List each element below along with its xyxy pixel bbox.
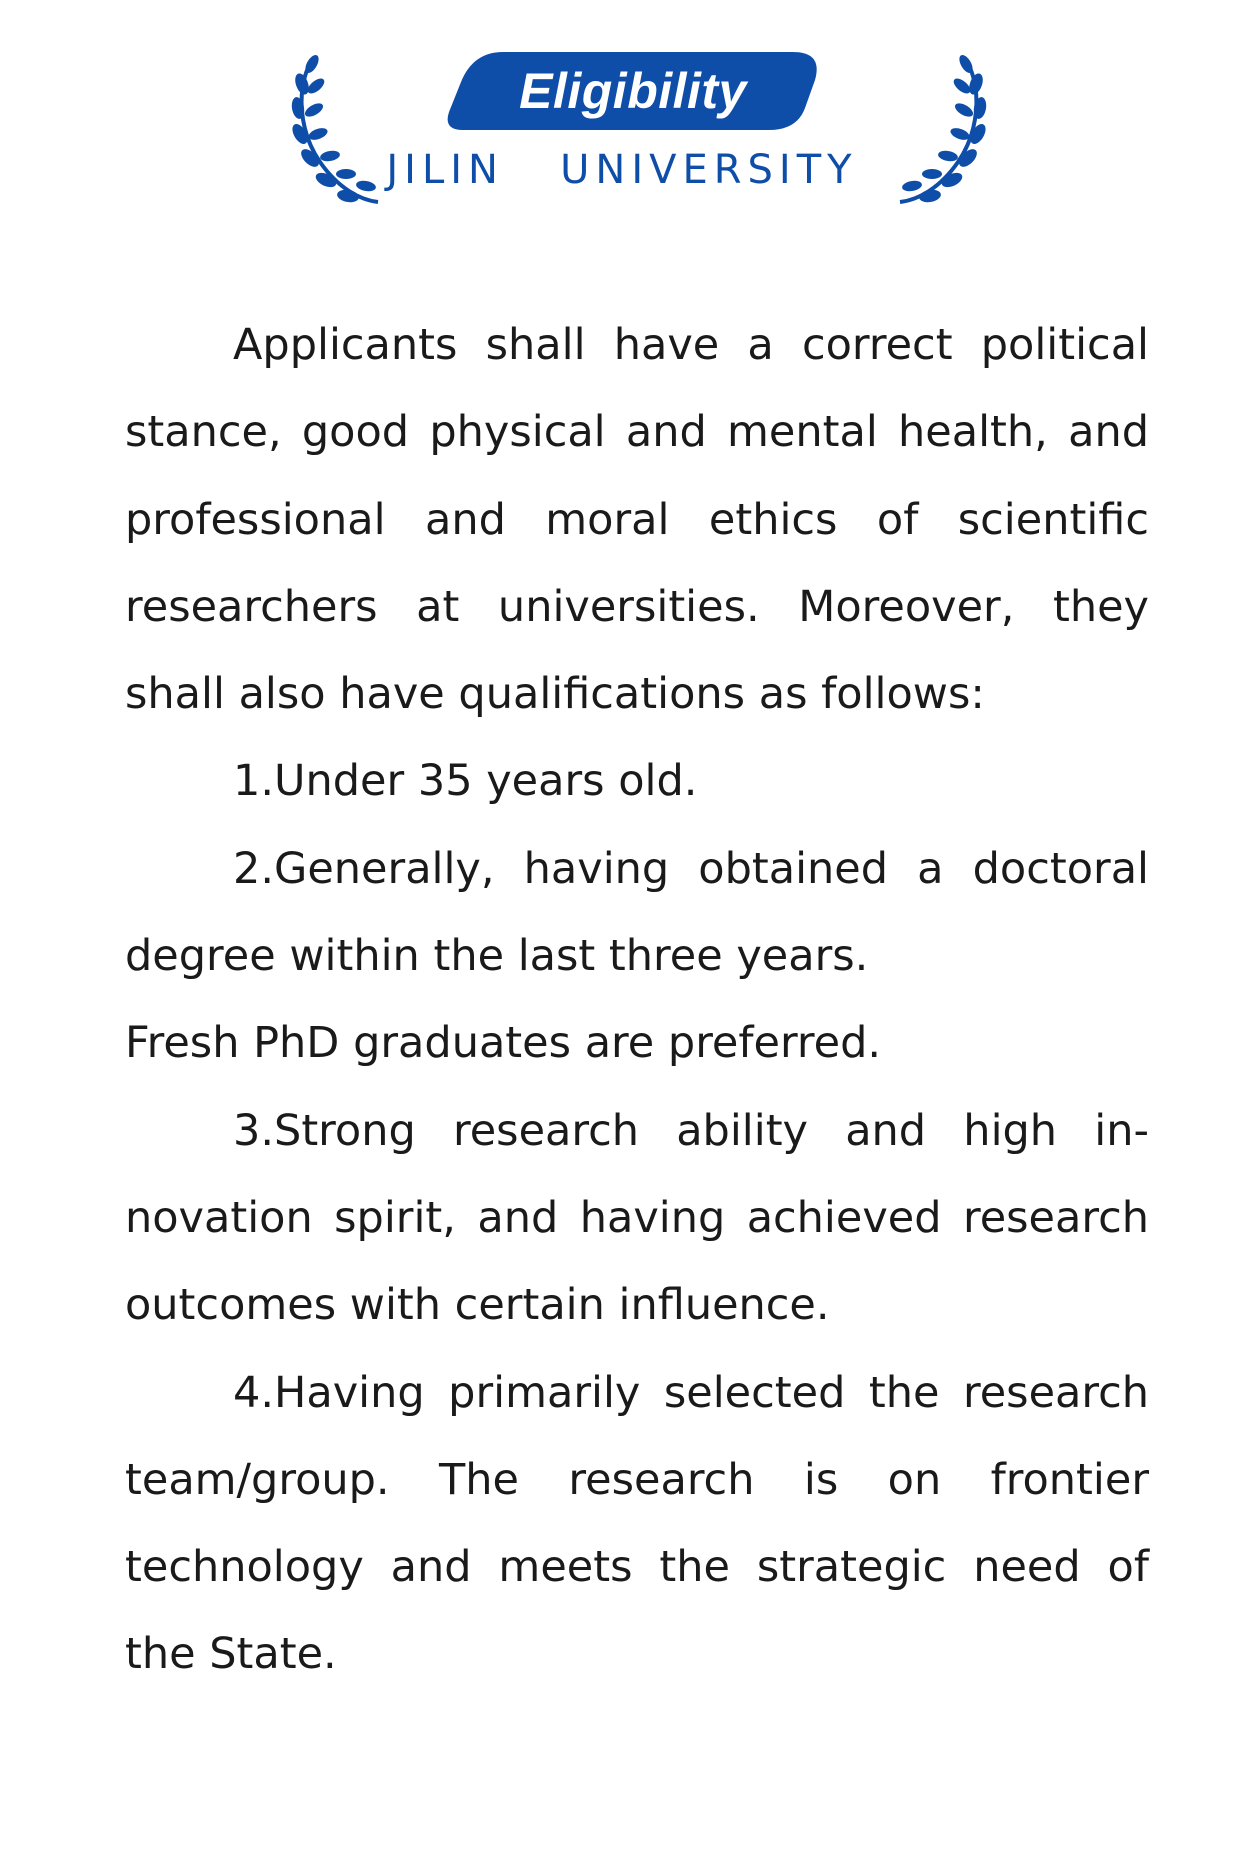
badge-label: Eligibility (519, 63, 747, 119)
requirement-item: 1.Under 35 years old. (233, 756, 698, 807)
requirement-item: 2.Generally, having obtained a doctoral degree within the last three years. (125, 843, 1149, 982)
university-name: JILIN UNIVERSITY (386, 147, 858, 193)
eligibility-content (125, 302, 1149, 1699)
intro-paragraph: Applicants shall have a correct political stance, good physical and mental health, and professional and moral ethics of scientific researchers at universities. Moreover, they shall also have qualifications as follows: (125, 320, 1149, 720)
preference-note: Fresh PhD graduates are preferred. (125, 1018, 882, 1069)
requirement-item: 3.Strong research ability and high innovation spirit, and having achieved research outcomes with certain influence. (125, 1105, 1149, 1331)
requirement-item: 4.Having primarily selected the research team/group. The research is on frontier technology and meets the strategic need of the State. (125, 1367, 1149, 1680)
header (0, 0, 1244, 210)
eligibility-badge (443, 52, 823, 130)
laurel-branch-icon (898, 50, 988, 210)
